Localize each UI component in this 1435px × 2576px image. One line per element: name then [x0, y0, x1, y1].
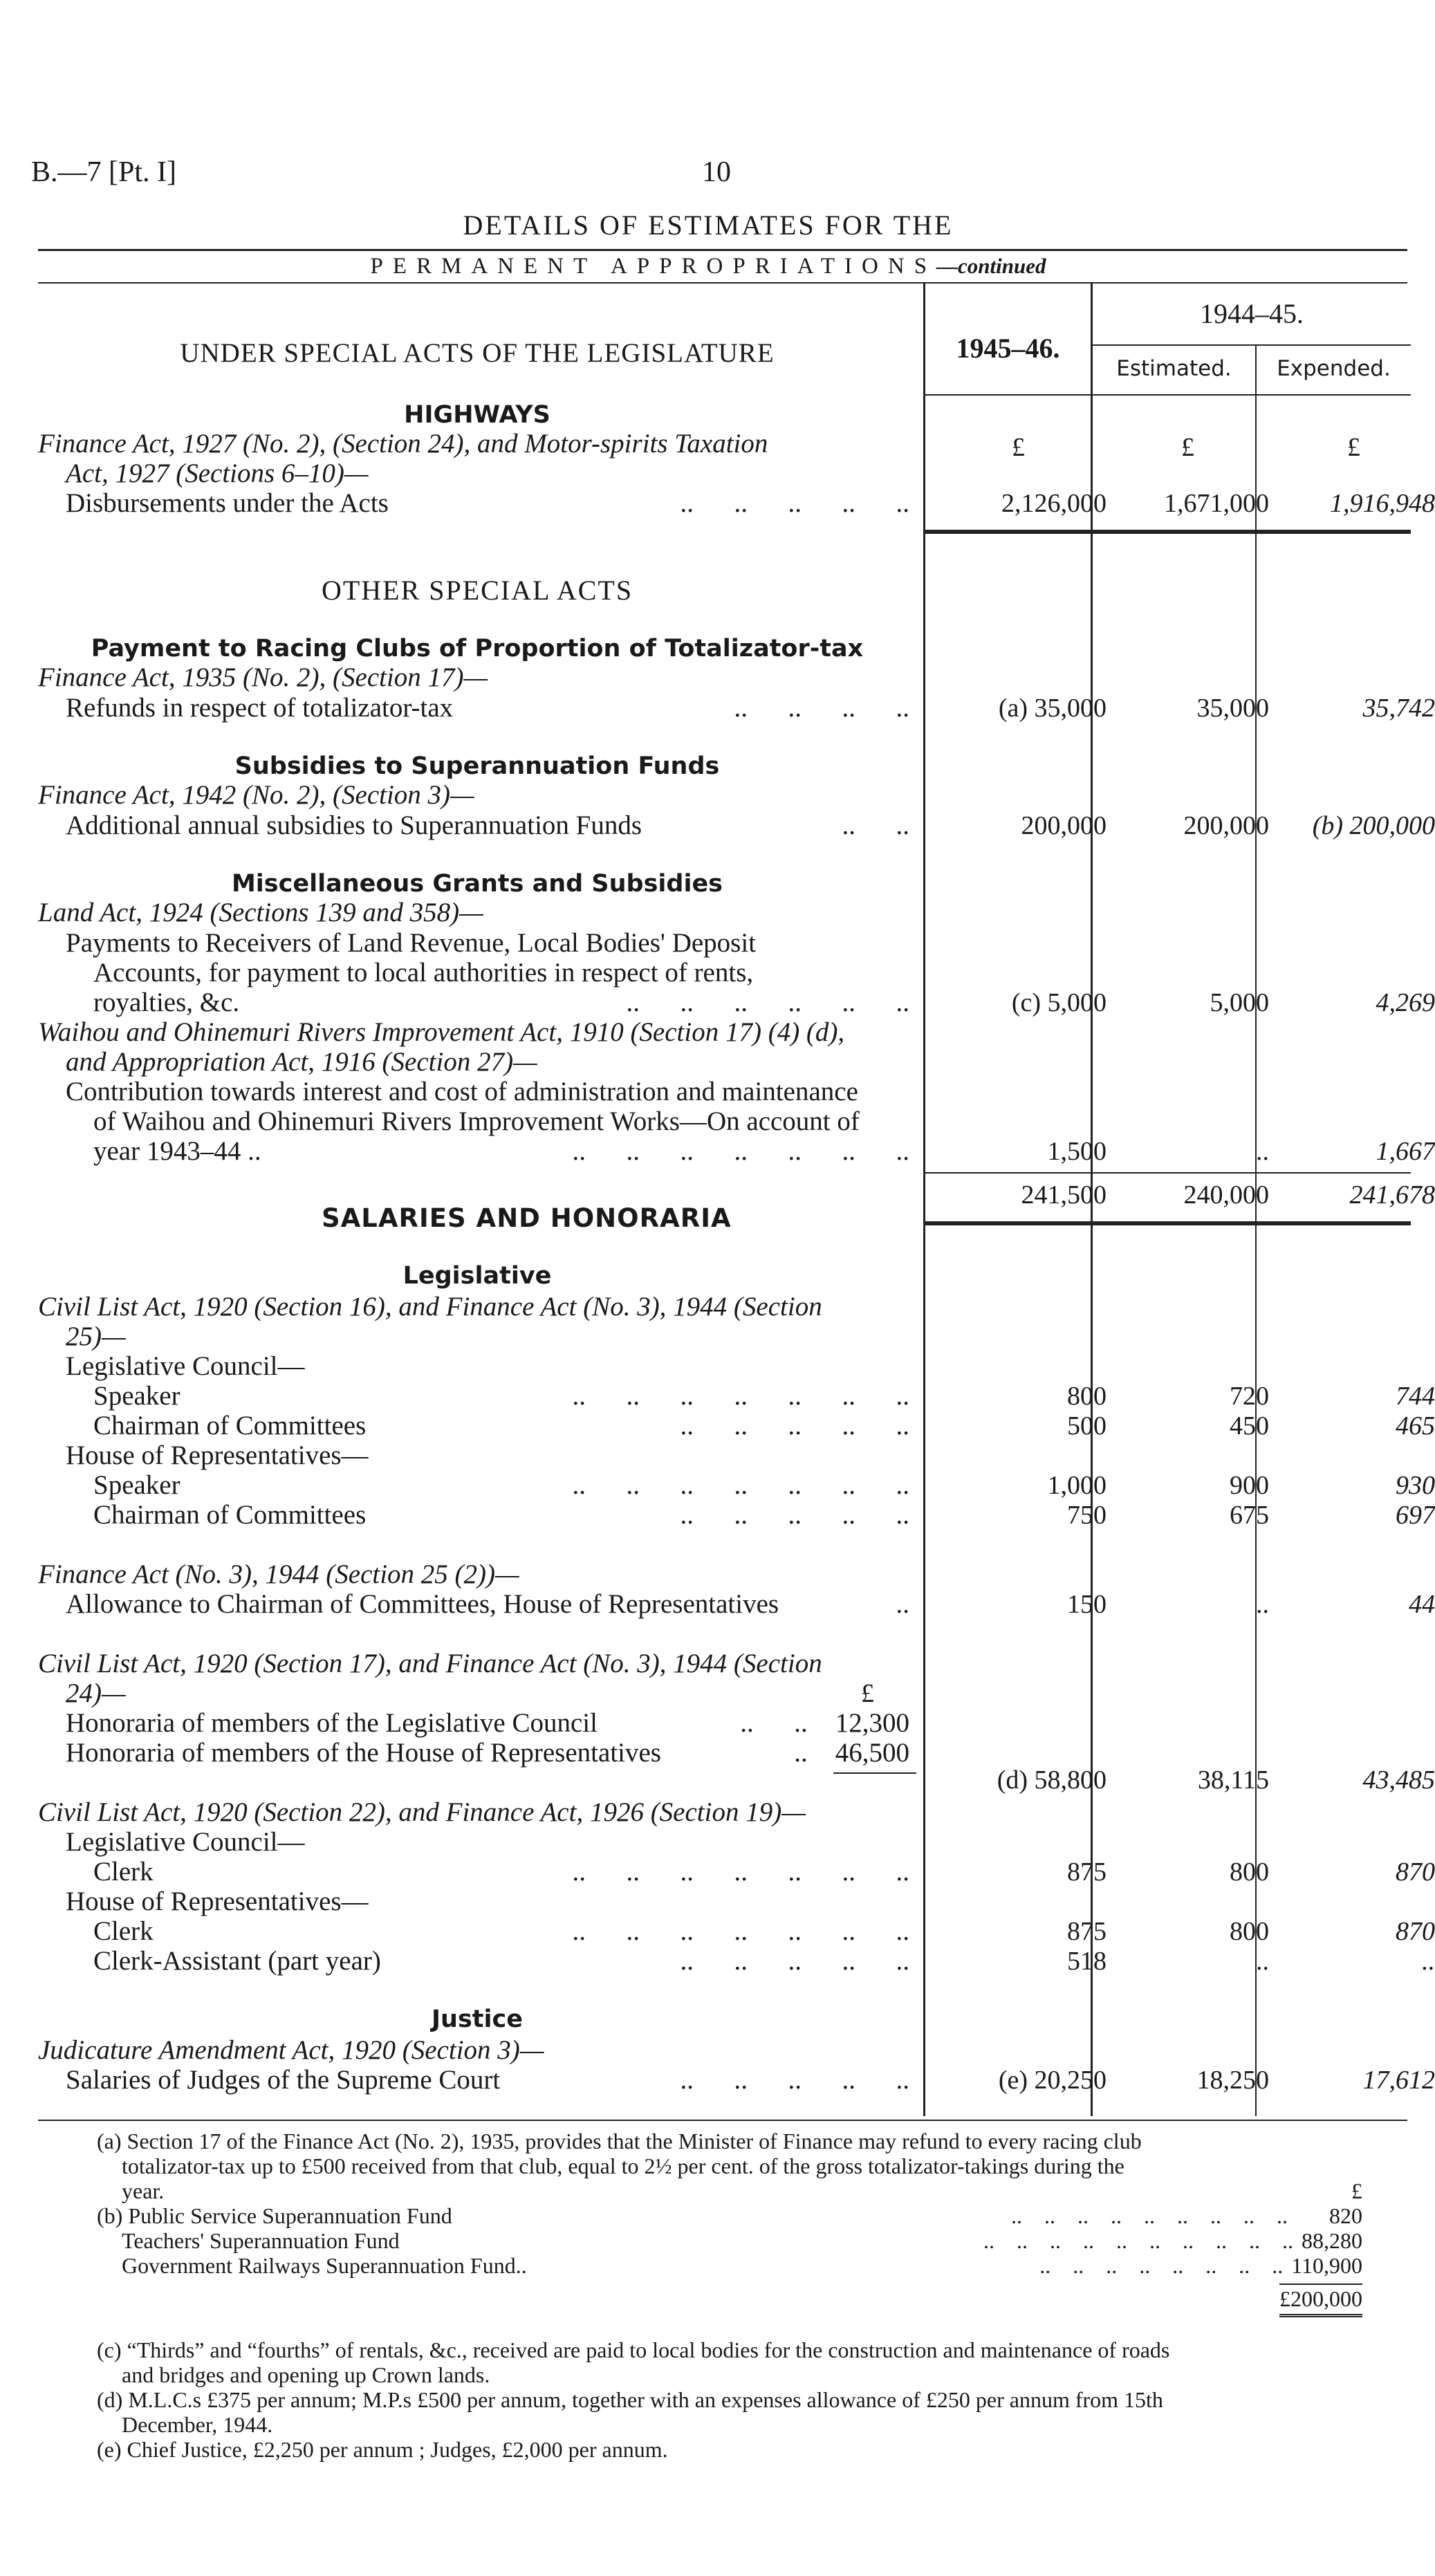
lc-chairman-expended: 465: [1396, 1411, 1435, 1440]
sum-rule: [833, 1772, 916, 1774]
super-item: Additional annual subsidies to Superannuation Funds .. ..: [66, 810, 909, 840]
hr-speaker-expended: 930: [1396, 1471, 1435, 1500]
document-reference: B.—7 [Pt. I]: [31, 156, 176, 188]
pound-sign: £: [861, 1679, 874, 1708]
lc-speaker-estimated: 720: [1230, 1382, 1269, 1411]
racing-item: Refunds in respect of totalizator-tax .. .. .. ..: [66, 693, 909, 723]
hr-clerk-assistant-row: Clerk-Assistant (part year) .. .. .. .. ..: [93, 1946, 909, 1976]
hr-chairman-row: Chairman of Committees .. .. .. .. ..: [93, 1500, 909, 1530]
honoraria-1945: (d) 58,800: [997, 1766, 1107, 1795]
land-estimated-value: 5,000: [1210, 988, 1269, 1017]
racing-expended-value: 35,742: [1362, 694, 1435, 723]
expended-header: Expended.: [1277, 356, 1391, 381]
total-rule: [925, 1221, 1411, 1225]
footnote-d: (d) M.L.C.s £375 per annum; M.P.s £500 per annum, together with an expenses allowance of £250 per annum from 15th December, 1944.: [97, 2387, 1163, 2437]
highways-estimated-value: 1,671,000: [1164, 489, 1269, 518]
column-rule: [1255, 346, 1257, 2116]
misc-heading: Miscellaneous Grants and Subsidies: [231, 870, 723, 898]
civil-list-act-17: Civil List Act, 1920 (Section 17), and Finance Act (No. 3), 1944 (Section 24)—: [38, 1649, 822, 1708]
page-number: 10: [702, 156, 731, 188]
waihou-item: Contribution towards interest and cost of administration and maintenance of Waihou and Ohinemuri Rivers Improvement Works—On account of year 1943–44 .. .. .. .. .. .. .. ..: [66, 1077, 909, 1166]
legislative-heading: Legislative: [402, 1262, 552, 1290]
hr-chairman-estimated: 675: [1230, 1501, 1269, 1530]
waihou-estimated-value: ..: [1256, 1137, 1269, 1166]
column-rule: [925, 394, 1411, 396]
honoraria-expended: 43,485: [1362, 1766, 1435, 1795]
lc-speaker-expended: 744: [1396, 1382, 1435, 1411]
hr-speaker-estimated: 900: [1230, 1471, 1269, 1500]
super-expended-value: (b) 200,000: [1312, 811, 1435, 840]
hr-assistant-1945: 518: [1067, 1947, 1107, 1976]
waihou-act: Waihou and Ohinemuri Rivers Improvement Act, 1910 (Section 17) (4) (d), and Appropriation Act, 1916 (Section 27)—: [38, 1017, 845, 1077]
highways-heading: HIGHWAYS: [404, 401, 550, 429]
hr-speaker-1945: 1,000: [1047, 1471, 1107, 1500]
lc-speaker-row: Speaker .. .. .. .. .. .. ..: [93, 1381, 909, 1411]
salaries-heading: SALARIES AND HONORARIA: [322, 1203, 732, 1233]
highways-1945-value: 2,126,000: [1001, 489, 1107, 518]
section-heading: UNDER SPECIAL ACTS OF THE LEGISLATURE: [180, 338, 775, 368]
allowance-1945: 150: [1067, 1590, 1107, 1619]
racing-1945-value: (a) 35,000: [998, 694, 1107, 723]
land-act: Land Act, 1924 (Sections 139 and 358)—: [38, 898, 483, 927]
hon-council-row: Honoraria of members of the Legislative Council .. .. 12,300: [66, 1708, 909, 1738]
lc-chairman-estimated: 450: [1230, 1411, 1269, 1440]
judges-estimated: 18,250: [1196, 2066, 1269, 2095]
waihou-1945-value: 1,500: [1047, 1137, 1107, 1166]
legislative-council-label-2: Legislative Council—: [66, 1827, 305, 1857]
hr-clerk-row: Clerk .. .. .. .. .. .. ..: [93, 1916, 909, 1946]
judges-expended: 17,612: [1362, 2066, 1435, 2095]
lc-chairman-row: Chairman of Committees .. .. .. .. ..: [93, 1411, 909, 1440]
hr-chairman-expended: 697: [1396, 1501, 1435, 1530]
other-total-expended: 241,678: [1349, 1180, 1435, 1210]
waihou-expended-value: 1,667: [1376, 1137, 1435, 1166]
land-1945-value: (c) 5,000: [1011, 988, 1107, 1017]
racing-act: Finance Act, 1935 (No. 2), (Section 17)—: [38, 662, 488, 692]
lc-clerk-row: Clerk .. .. .. .. .. .. ..: [93, 1857, 909, 1887]
house-label: House of Representatives—: [66, 1440, 369, 1470]
house-label-2: House of Representatives—: [66, 1887, 369, 1916]
page-title: DETAILS OF ESTIMATES FOR THE: [463, 210, 954, 241]
highways-expended-value: 1,916,948: [1330, 489, 1435, 518]
other-total-estimated: 240,000: [1183, 1180, 1269, 1210]
judicature-act: Judicature Amendment Act, 1920 (Section 3)—: [38, 2035, 544, 2065]
hr-chairman-1945: 750: [1067, 1501, 1107, 1530]
judges-1945: (e) 20,250: [998, 2066, 1107, 2095]
footnote-c: (c) “Thirds” and “fourths” of rentals, &c., received are paid to local bodies for the construction and maintenance of roads and bridges and opening up Crown lands.: [97, 2337, 1170, 2387]
racing-heading: Payment to Racing Clubs of Proportion of Totalizator-tax: [91, 635, 864, 662]
lc-clerk-1945: 875: [1067, 1857, 1107, 1887]
footnote-a: (a) Section 17 of the Finance Act (No. 2), 1935, provides that the Minister of Finance may refund to every racing club totalizator-tax up to £500 received from that club, equal to 2½ per cent. of the gross totalizator-takings during the year. £: [97, 2129, 1362, 2203]
hr-speaker-row: Speaker .. .. .. .. .. .. ..: [93, 1470, 909, 1500]
lc-speaker-1945: 800: [1067, 1382, 1107, 1411]
footnote-b: (b) Public Service Superannuation Fund .. .. .. .. .. .. .. .. .. 820 Teachers' Superannuation Fund .. .. .. .. .. .. .. .. .. .. 88,280 Government Railways Superannuation Fund.. .. .. .. .. .. .. .. .. 110,900 £200,000: [97, 2203, 1369, 2313]
hr-clerk-expended: 870: [1396, 1917, 1435, 1946]
footnote-e: (e) Chief Justice, £2,250 per annum ; Judges, £2,000 per annum.: [97, 2437, 668, 2462]
title-rule: [38, 249, 1407, 251]
super-estimated-value: 200,000: [1183, 811, 1269, 840]
total-rule: [925, 530, 1411, 534]
super-heading: Subsidies to Superannuation Funds: [234, 752, 720, 780]
hr-assistant-expended: ..: [1422, 1947, 1435, 1976]
page-subtitle: PERMANENT APPROPRIATIONS—continued: [370, 254, 1046, 279]
allowance-row: Allowance to Chairman of Committees, House of Representatives ..: [66, 1589, 909, 1619]
finance-act-25-2: Finance Act (No. 3), 1944 (Section 25 (2))—: [38, 1559, 519, 1589]
hr-clerk-1945: 875: [1067, 1917, 1107, 1946]
hr-assistant-estimated: ..: [1256, 1947, 1269, 1976]
legislative-council-label: Legislative Council—: [66, 1351, 305, 1381]
lc-chairman-1945: 500: [1067, 1411, 1107, 1440]
column-rule: [1093, 344, 1411, 346]
super-1945-value: 200,000: [1021, 811, 1107, 840]
other-acts-heading: OTHER SPECIAL ACTS: [321, 575, 633, 606]
hr-clerk-estimated: 800: [1230, 1917, 1269, 1946]
land-item: Payments to Receivers of Land Revenue, Local Bodies' Deposit Accounts, for payment to local authorities in respect of rents, royalties, &c. .. .. .. .. .. ..: [66, 928, 909, 1017]
highways-item: Disbursements under the Acts .. .. .. .. ..: [66, 488, 909, 518]
other-total-1945: 241,500: [1021, 1180, 1107, 1210]
super-act: Finance Act, 1942 (No. 2), (Section 3)—: [38, 780, 474, 810]
year-1945-46-header: 1945–46.: [956, 333, 1060, 364]
honoraria-estimated: 38,115: [1197, 1766, 1269, 1795]
estimated-header: Estimated.: [1116, 356, 1232, 381]
hon-house-row: Honoraria of members of the House of Representatives .. 46,500: [66, 1738, 909, 1768]
lc-clerk-expended: 870: [1396, 1857, 1435, 1887]
estimates-table: [38, 284, 1435, 2123]
civil-list-act-16: Civil List Act, 1920 (Section 16), and Finance Act (No. 3), 1944 (Section 25)—: [38, 1292, 822, 1351]
land-expended-value: 4,269: [1376, 988, 1435, 1017]
judges-row: Salaries of Judges of the Supreme Court .. .. .. .. ..: [66, 2065, 909, 2095]
civil-list-act-22: Civil List Act, 1920 (Section 22), and Finance Act, 1926 (Section 19)—: [38, 1797, 806, 1827]
justice-heading: Justice: [432, 2005, 523, 2033]
footnote-rule: [38, 2120, 1407, 2121]
highways-act: Finance Act, 1927 (No. 2), (Section 24), and Motor-spirits Taxation Act, 1927 (Sections 6–10)—: [38, 429, 768, 488]
allowance-estimated: ..: [1256, 1590, 1269, 1619]
racing-estimated-value: 35,000: [1196, 694, 1269, 723]
lc-clerk-estimated: 800: [1230, 1857, 1269, 1887]
year-1944-45-header: 1944–45.: [1200, 298, 1304, 329]
currency-symbol: £: [1181, 433, 1194, 462]
subtotal-rule: [925, 1172, 1411, 1174]
allowance-expended: 44: [1409, 1590, 1435, 1619]
currency-symbol: £: [1012, 433, 1025, 462]
currency-symbol: £: [1347, 433, 1360, 462]
